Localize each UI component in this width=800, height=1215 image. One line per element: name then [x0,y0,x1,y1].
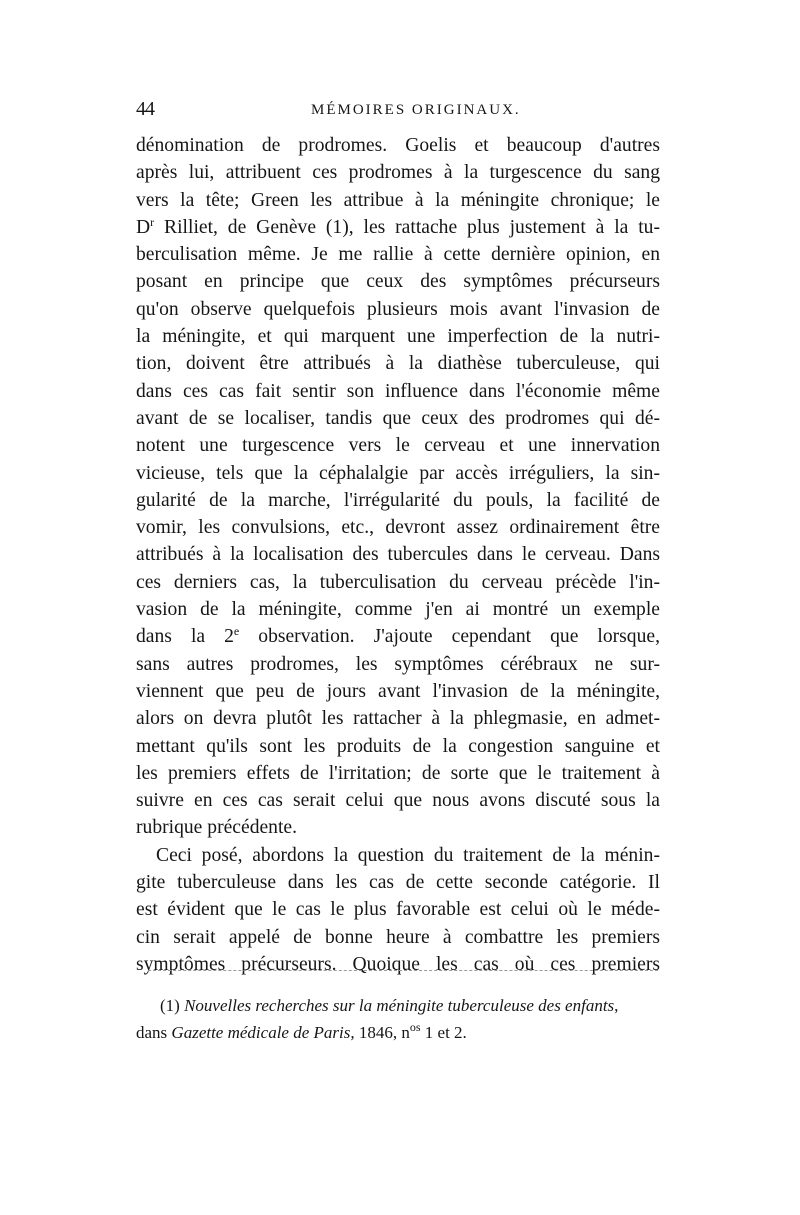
text-line-2: après lui, attribuent ces prodromes à la turgescence du sang [136,162,660,184]
footnote-year: 1846, n [358,1023,410,1042]
footnote-marker: (1) [160,996,180,1015]
text-line-22: alors on devra plutôt les rattacher à la phlegmasie, en admet- [136,708,660,730]
text-line-19 [136,623,660,650]
text-line-14: gularité de la marche, l'irrégularité du pouls, la facilité de [136,489,660,511]
footnote-title-comma: , [614,996,619,1015]
observation-number: dans la 2 [136,626,234,648]
text-line-15: vomir, les convulsions, etc., devront assez ordinairement être [136,517,660,539]
text-line-3: vers la tête; Green les attribue à la méningite chronique; le [136,189,660,211]
text-line-16: attribués à la localisation des tubercules dans le cerveau. Dans [136,544,660,566]
text-line-17: ces derniers cas, la tuberculisation du cerveau précède l'in- [136,571,660,593]
footnote-separator [148,970,658,971]
footnote-issues: 1 et 2. [424,1023,467,1042]
text-line-18: vasion de la méningite, comme j'en ai montré un exemple [136,599,660,621]
doctor-abbrev-sup: r [150,214,155,229]
text-line-30: cin serait appelé de bonne heure à combattre les premiers [136,926,660,948]
text-line-13: vicieuse, tels que la céphalalgie par accès irréguliers, la sin- [136,462,660,484]
footnote-title: Nouvelles recherches sur la méningite tuberculeuse des enfants [184,996,615,1015]
text-line-21: viennent que peu de jours avant l'invasion de la méningite, [136,680,660,702]
text-line-10: dans ces cas fait sentir son influence dans l'économie même [136,380,660,402]
footnote-dans: dans [136,1023,168,1042]
footnote-issue-sup: os [409,1020,421,1034]
text-line-29: est évident que le cas le plus favorable est celui où le méde- [136,899,660,921]
text-line-24: les premiers effets de l'irritation; de sorte que le traitement à [136,762,660,784]
text-line-23: mettant qu'ils sont les produits de la congestion sanguine et [136,735,660,757]
page-number: 44 [136,98,154,120]
text-line-5: berculisation même. Je me rallie à cette dernière opinion, en [136,244,660,266]
text-line-25: suivre en ces cas serait celui que nous avons discuté sous la [136,790,660,812]
text-line-8: la méningite, et qui marquent une imperfection de la nutri- [136,326,660,348]
text-line-19-rest: observation. J'ajoute cependant que lorsque, [258,626,660,648]
doctor-abbrev: D [136,216,151,238]
text-line-4-rest: Rilliet, de Genève (1), les rattache plus justement à la tu- [164,216,660,238]
text-line-27: Ceci posé, abordons la question du traitement de la ménin- [156,844,660,866]
observation-number-sup: e [233,624,240,639]
running-head-title: MÉMOIRES ORIGINAUX. [311,102,521,118]
main-text [136,132,660,978]
text-line-1: dénomination de prodromes. Goelis et beaucoup d'autres [136,135,660,156]
text-line-20: sans autres prodromes, les symptômes cérébraux ne sur- [136,653,660,675]
text-line-9: tion, doivent être attribués à la diathèse tuberculeuse, qui [136,353,660,375]
text-line-28: gite tuberculeuse dans les cas de cette seconde catégorie. Il [136,872,660,894]
footnote-line-2 [136,1019,660,1046]
running-head [136,98,660,120]
text-line-26: rubrique précédente. [136,817,298,839]
text-line-4 [136,214,660,241]
text-line-11: avant de se localiser, tandis que ceux des prodromes qui dé- [136,407,660,429]
footnote-line-1 [136,992,660,1019]
text-line-7: qu'on observe quelquefois plusieurs mois avant l'invasion de [136,298,660,320]
footnote-journal: Gazette médicale de Paris, [171,1023,355,1042]
text-line-31: symptômes précurseurs. Quoique les cas où ces premiers [136,953,660,975]
text-line-12: notent une turgescence vers le cerveau et une innervation [136,435,660,457]
footnote [136,992,660,1046]
text-line-6: posant en principe que ceux des symptômes précurseurs [136,271,660,293]
